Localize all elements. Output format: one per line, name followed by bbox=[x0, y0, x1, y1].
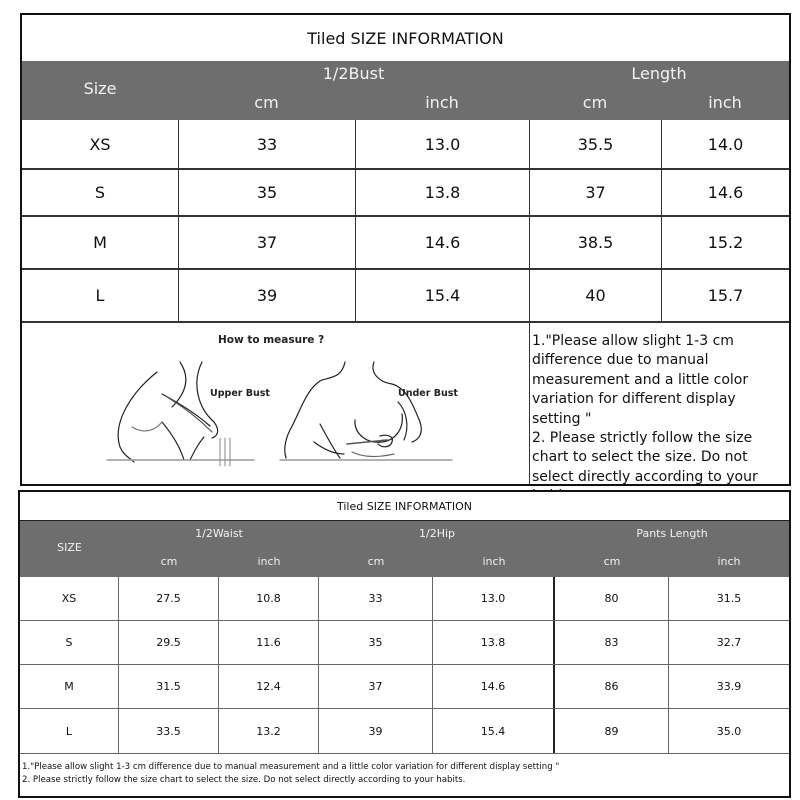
cell-pants-cm: 80 bbox=[555, 577, 669, 620]
cell-length-inch: 15.7 bbox=[707, 286, 744, 305]
bottom-size-table bbox=[18, 490, 791, 798]
cell-waist-inch: 12.4 bbox=[219, 665, 319, 708]
table-row bbox=[22, 217, 789, 270]
cell-length-cm: 38.5 bbox=[530, 217, 662, 268]
cell-size: L bbox=[22, 270, 179, 321]
cell-bust-cm: 35 bbox=[179, 170, 356, 215]
bottom-table-notes bbox=[22, 761, 782, 787]
cell-size: XS bbox=[20, 577, 119, 620]
header-length-cm: cm bbox=[582, 93, 608, 112]
header-hip-group: 1/2Hip bbox=[418, 527, 455, 540]
header-size: SIZE bbox=[57, 541, 82, 554]
how-to-measure-illustration bbox=[22, 322, 530, 484]
header-length-inch: inch bbox=[708, 93, 742, 112]
cell-waist-cm: 29.5 bbox=[119, 621, 219, 664]
cell-waist-cm: 33.5 bbox=[119, 709, 219, 753]
cell-waist-cm: 27.5 bbox=[119, 577, 219, 620]
cell-size: L bbox=[20, 709, 119, 753]
top-table-title: Tiled SIZE INFORMATION bbox=[307, 28, 504, 48]
cell-bust-cm: 33 bbox=[179, 120, 356, 168]
table-row bbox=[20, 621, 789, 665]
header-bust-inch: inch bbox=[425, 93, 459, 112]
note-1: 1."Please allow slight 1-3 cm difference due to manual measurement and a little color variation for different display setting " bbox=[532, 333, 749, 427]
cell-pants-inch: 31.5 bbox=[716, 592, 742, 605]
note-1: 1."Please allow slight 1-3 cm difference due to manual measurement and a little color variation for different display setting " bbox=[22, 762, 560, 772]
header-waist-group: 1/2Waist bbox=[195, 527, 243, 540]
cell-length-inch: 15.2 bbox=[707, 233, 744, 252]
table-row bbox=[22, 270, 789, 323]
table-row bbox=[20, 709, 789, 754]
cell-hip-inch: 13.8 bbox=[433, 621, 555, 664]
bottom-table-header bbox=[20, 521, 789, 577]
cell-hip-inch: 14.6 bbox=[433, 665, 555, 708]
upper-bust-label: Upper Bust bbox=[210, 388, 270, 399]
cell-length-inch: 14.6 bbox=[707, 183, 744, 202]
cell-waist-inch: 13.2 bbox=[219, 709, 319, 753]
top-size-table bbox=[20, 13, 791, 486]
table-row bbox=[22, 120, 789, 170]
cell-waist-inch: 11.6 bbox=[219, 621, 319, 664]
cell-bust-inch: 14.6 bbox=[356, 217, 530, 268]
how-to-measure-title: How to measure ? bbox=[218, 334, 325, 346]
table-row bbox=[22, 170, 789, 217]
note-2: 2. Please strictly follow the size chart to select the size. Do not select directly according to your bbox=[532, 430, 758, 485]
cell-waist-cm: 31.5 bbox=[119, 665, 219, 708]
cell-hip-cm: 35 bbox=[319, 621, 433, 664]
cell-hip-cm: 33 bbox=[319, 577, 433, 620]
header-pants-group: Pants Length bbox=[636, 527, 708, 540]
bottom-table-title: Tiled SIZE INFORMATION bbox=[20, 492, 789, 521]
table-row bbox=[20, 665, 789, 709]
cell-bust-cm: 39 bbox=[179, 270, 356, 321]
header-length-group: Length bbox=[631, 64, 687, 83]
measure-figure-icon bbox=[22, 322, 530, 484]
cell-length-cm: 35.5 bbox=[530, 120, 662, 168]
cell-bust-inch: 15.4 bbox=[356, 270, 530, 321]
cell-length-cm: 40 bbox=[530, 270, 662, 321]
cell-hip-inch: 15.4 bbox=[433, 709, 555, 753]
cell-hip-cm: 39 bbox=[319, 709, 433, 753]
cell-hip-inch: 13.0 bbox=[433, 577, 555, 620]
cell-hip-cm: 37 bbox=[319, 665, 433, 708]
cell-bust-inch: 13.8 bbox=[356, 170, 530, 215]
header-bust-group: 1/2Bust bbox=[322, 64, 385, 83]
cell-pants-inch: 32.7 bbox=[716, 636, 742, 649]
cell-size: XS bbox=[22, 120, 179, 168]
measure-section bbox=[22, 322, 789, 484]
cell-size: S bbox=[22, 170, 179, 215]
cell-size: M bbox=[20, 665, 119, 708]
cell-pants-cm: 83 bbox=[555, 621, 669, 664]
cell-pants-cm: 86 bbox=[555, 665, 669, 708]
cell-bust-inch: 13.0 bbox=[356, 120, 530, 168]
cell-length-inch: 14.0 bbox=[707, 134, 744, 154]
header-pants-cm: cm bbox=[603, 555, 621, 568]
cell-bust-cm: 37 bbox=[179, 217, 356, 268]
cell-pants-inch: 33.9 bbox=[716, 680, 742, 693]
header-pants-inch: inch bbox=[717, 555, 741, 568]
cell-size: M bbox=[22, 217, 179, 268]
top-table-notes bbox=[532, 332, 787, 507]
cell-length-cm: 37 bbox=[530, 170, 662, 215]
cell-waist-inch: 10.8 bbox=[219, 577, 319, 620]
header-bust-cm: cm bbox=[254, 93, 279, 112]
header-hip-cm: cm bbox=[367, 555, 385, 568]
top-table-header bbox=[22, 61, 789, 120]
header-size: Size bbox=[83, 79, 117, 98]
header-waist-cm: cm bbox=[160, 555, 178, 568]
header-hip-inch: inch bbox=[482, 555, 506, 568]
header-waist-inch: inch bbox=[257, 555, 281, 568]
cell-pants-cm: 89 bbox=[555, 709, 669, 753]
note-2: 2. Please strictly follow the size chart to select the size. Do not select directly according to your habits. bbox=[22, 775, 466, 785]
under-bust-label: Under Bust bbox=[398, 388, 458, 399]
cell-size: S bbox=[20, 621, 119, 664]
cell-pants-inch: 35.0 bbox=[716, 724, 742, 738]
table-row bbox=[20, 577, 789, 621]
